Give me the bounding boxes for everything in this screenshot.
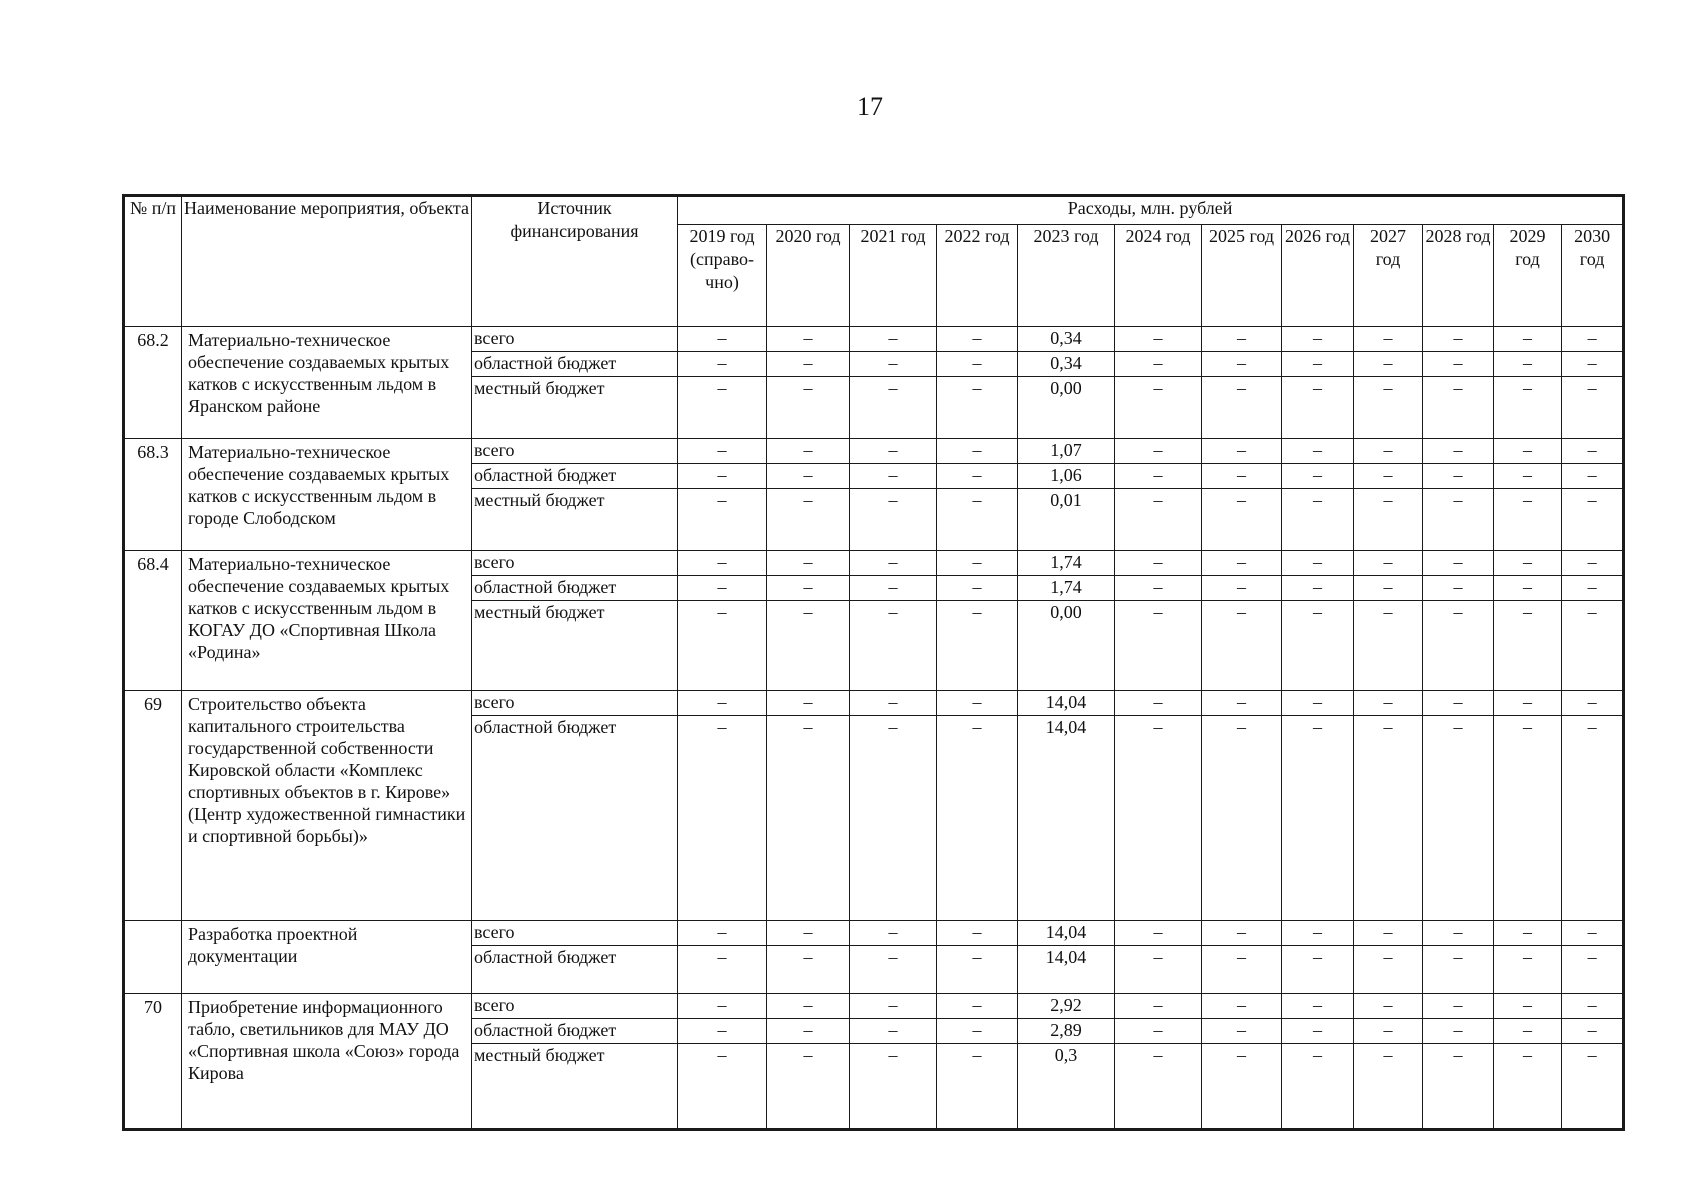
table-row [125, 691, 1623, 716]
value-cell: – [1202, 464, 1282, 489]
value-cell: – [1354, 946, 1423, 994]
value-cell: – [1494, 716, 1562, 921]
value-cell: 0,00 [1018, 377, 1115, 439]
value-cell: – [1282, 576, 1354, 601]
value-cell: – [1202, 994, 1282, 1019]
table-row [125, 551, 1623, 576]
value-cell: – [1115, 994, 1202, 1019]
value-cell: – [937, 1019, 1018, 1044]
value-cell: – [678, 327, 767, 352]
header-year: 2023 год [1018, 225, 1115, 327]
table-header [125, 197, 1623, 327]
item-name: Материально-техническое обеспечение создаваемых крытых катков с искусственным льдом в КОГАУ ДО «Спортивная Школа «Родина» [182, 551, 472, 691]
table-row [125, 327, 1623, 352]
value-cell: – [937, 464, 1018, 489]
value-cell: – [1354, 327, 1423, 352]
value-cell: – [1423, 1019, 1494, 1044]
value-cell: – [1562, 352, 1623, 377]
header-year: 2024 год [1115, 225, 1202, 327]
funding-source: областной бюджет [472, 576, 678, 601]
header-num: № п/п [125, 197, 182, 327]
value-cell: – [1423, 352, 1494, 377]
value-cell: – [1562, 921, 1623, 946]
value-cell: – [850, 946, 937, 994]
value-cell: – [678, 1019, 767, 1044]
value-cell: – [850, 464, 937, 489]
page-number: 17 [857, 92, 883, 121]
value-cell: – [1282, 994, 1354, 1019]
value-cell: – [1202, 716, 1282, 921]
value-cell: – [1202, 576, 1282, 601]
item-name: Материально-техническое обеспечение создаваемых крытых катков с искусственным льдом в Яранском районе [182, 327, 472, 439]
value-cell: – [1115, 1044, 1202, 1129]
header-year: 2029 год [1494, 225, 1562, 327]
item-number: 68.4 [125, 551, 182, 691]
value-cell: – [1423, 464, 1494, 489]
header-year: 2020 год [767, 225, 850, 327]
value-cell: – [1423, 921, 1494, 946]
value-cell: – [937, 551, 1018, 576]
value-cell: 14,04 [1018, 691, 1115, 716]
funding-source: всего [472, 439, 678, 464]
value-cell: – [937, 377, 1018, 439]
value-cell: – [767, 946, 850, 994]
value-cell: 14,04 [1018, 921, 1115, 946]
value-cell: – [767, 576, 850, 601]
item-number [125, 921, 182, 994]
value-cell: 1,07 [1018, 439, 1115, 464]
item-number: 70 [125, 994, 182, 1129]
value-cell: – [1354, 377, 1423, 439]
value-cell: – [767, 601, 850, 691]
value-cell: 0,00 [1018, 601, 1115, 691]
value-cell: – [678, 691, 767, 716]
value-cell: – [767, 921, 850, 946]
value-cell: – [1202, 327, 1282, 352]
value-cell: 0,3 [1018, 1044, 1115, 1129]
value-cell: – [850, 576, 937, 601]
value-cell: – [1282, 601, 1354, 691]
value-cell: – [1494, 439, 1562, 464]
value-cell: – [1202, 946, 1282, 994]
value-cell: – [937, 1044, 1018, 1129]
value-cell: – [1423, 551, 1494, 576]
value-cell: – [1115, 691, 1202, 716]
value-cell: 1,06 [1018, 464, 1115, 489]
value-cell: – [1562, 464, 1623, 489]
header-year: 2022 год [937, 225, 1018, 327]
header-source: Источник финансирования [472, 197, 678, 327]
item-number: 69 [125, 691, 182, 921]
value-cell: – [1354, 921, 1423, 946]
value-cell: – [1354, 1044, 1423, 1129]
value-cell: – [1354, 551, 1423, 576]
value-cell: – [1423, 576, 1494, 601]
value-cell: – [1354, 1019, 1423, 1044]
value-cell: – [1202, 691, 1282, 716]
item-name: Приобретение информационного табло, светильников для МАУ ДО «Спортивная школа «Союз» города Кирова [182, 994, 472, 1129]
item-number: 68.2 [125, 327, 182, 439]
value-cell: – [1494, 352, 1562, 377]
value-cell: 0,01 [1018, 489, 1115, 551]
value-cell: – [1494, 921, 1562, 946]
value-cell: – [1115, 946, 1202, 994]
value-cell: – [1494, 1044, 1562, 1129]
item-name: Разработка проектной документации [182, 921, 472, 994]
value-cell: – [1354, 576, 1423, 601]
value-cell: – [1115, 1019, 1202, 1044]
header-name: Наименование мероприятия, объекта [182, 197, 472, 327]
value-cell: – [1494, 377, 1562, 439]
header-year: 2019 год (справо-чно) [678, 225, 767, 327]
value-cell: – [1494, 994, 1562, 1019]
value-cell: – [1494, 1019, 1562, 1044]
value-cell: 1,74 [1018, 551, 1115, 576]
funding-source: всего [472, 921, 678, 946]
value-cell: – [1282, 327, 1354, 352]
value-cell: – [678, 946, 767, 994]
value-cell: – [937, 994, 1018, 1019]
value-cell: – [1423, 377, 1494, 439]
header-year: 2030 год [1562, 225, 1623, 327]
value-cell: – [1115, 716, 1202, 921]
funding-source: областной бюджет [472, 716, 678, 921]
value-cell: – [767, 551, 850, 576]
value-cell: – [937, 946, 1018, 994]
value-cell: – [937, 576, 1018, 601]
value-cell: – [1562, 327, 1623, 352]
value-cell: – [1282, 691, 1354, 716]
header-year: 2026 год [1282, 225, 1354, 327]
value-cell: – [678, 464, 767, 489]
value-cell: – [1494, 489, 1562, 551]
value-cell: – [1562, 377, 1623, 439]
value-cell: – [1423, 489, 1494, 551]
value-cell: – [850, 327, 937, 352]
value-cell: – [678, 921, 767, 946]
value-cell: – [1423, 691, 1494, 716]
value-cell: – [767, 464, 850, 489]
value-cell: – [1423, 1044, 1494, 1129]
value-cell: – [678, 994, 767, 1019]
value-cell: – [678, 489, 767, 551]
value-cell: – [1562, 489, 1623, 551]
value-cell: – [1282, 464, 1354, 489]
funding-source: областной бюджет [472, 946, 678, 994]
value-cell: – [678, 601, 767, 691]
value-cell: – [678, 377, 767, 439]
item-name: Материально-техническое обеспечение создаваемых крытых катков с искусственным льдом в городе Слободском [182, 439, 472, 551]
value-cell: – [678, 576, 767, 601]
value-cell: – [1562, 1019, 1623, 1044]
value-cell: – [1202, 489, 1282, 551]
value-cell: – [850, 601, 937, 691]
value-cell: – [850, 551, 937, 576]
value-cell: – [1354, 352, 1423, 377]
table-row [125, 994, 1623, 1019]
funding-source: областной бюджет [472, 464, 678, 489]
value-cell: – [767, 1019, 850, 1044]
value-cell: – [1202, 1019, 1282, 1044]
funding-source: местный бюджет [472, 601, 678, 691]
value-cell: – [1115, 551, 1202, 576]
value-cell: – [1494, 576, 1562, 601]
value-cell: – [767, 377, 850, 439]
value-cell: – [850, 1019, 937, 1044]
value-cell: – [1282, 489, 1354, 551]
value-cell: – [1423, 716, 1494, 921]
value-cell: – [1202, 377, 1282, 439]
value-cell: 2,92 [1018, 994, 1115, 1019]
value-cell: – [1354, 994, 1423, 1019]
value-cell: – [850, 439, 937, 464]
value-cell: – [1562, 576, 1623, 601]
value-cell: – [1202, 352, 1282, 377]
value-cell: – [1354, 489, 1423, 551]
value-cell: – [767, 691, 850, 716]
value-cell: – [1354, 601, 1423, 691]
value-cell: – [1115, 464, 1202, 489]
funding-source: всего [472, 994, 678, 1019]
value-cell: – [767, 489, 850, 551]
funding-source: местный бюджет [472, 1044, 678, 1129]
value-cell: – [850, 691, 937, 716]
header-year: 2027 год [1354, 225, 1423, 327]
value-cell: – [1115, 327, 1202, 352]
value-cell: – [1423, 601, 1494, 691]
value-cell: – [1354, 464, 1423, 489]
value-cell: – [678, 716, 767, 921]
value-cell: – [1282, 377, 1354, 439]
value-cell: 0,34 [1018, 352, 1115, 377]
value-cell: 1,74 [1018, 576, 1115, 601]
header-year: 2021 год [850, 225, 937, 327]
value-cell: – [937, 489, 1018, 551]
value-cell: – [1282, 946, 1354, 994]
value-cell: – [1494, 327, 1562, 352]
value-cell: 2,89 [1018, 1019, 1115, 1044]
value-cell: – [1423, 327, 1494, 352]
value-cell: – [1562, 994, 1623, 1019]
value-cell: – [1562, 716, 1623, 921]
funding-source: всего [472, 551, 678, 576]
value-cell: – [1423, 946, 1494, 994]
value-cell: – [1282, 551, 1354, 576]
value-cell: – [1562, 439, 1623, 464]
value-cell: – [850, 377, 937, 439]
item-number: 68.3 [125, 439, 182, 551]
value-cell: – [1562, 601, 1623, 691]
value-cell: – [767, 327, 850, 352]
value-cell: – [678, 551, 767, 576]
table-body [125, 327, 1623, 1129]
value-cell: – [1562, 946, 1623, 994]
value-cell: – [1282, 921, 1354, 946]
header-expenses: Расходы, млн. рублей [678, 197, 1623, 225]
value-cell: – [1115, 352, 1202, 377]
value-cell: – [850, 1044, 937, 1129]
value-cell: – [937, 921, 1018, 946]
value-cell: – [850, 352, 937, 377]
value-cell: – [1354, 691, 1423, 716]
value-cell: – [937, 327, 1018, 352]
value-cell: – [850, 489, 937, 551]
value-cell: 0,34 [1018, 327, 1115, 352]
value-cell: – [767, 716, 850, 921]
value-cell: – [678, 439, 767, 464]
value-cell: – [937, 691, 1018, 716]
value-cell: – [937, 601, 1018, 691]
value-cell: – [767, 352, 850, 377]
value-cell: – [1562, 551, 1623, 576]
value-cell: – [1115, 489, 1202, 551]
value-cell: – [767, 439, 850, 464]
value-cell: – [1562, 691, 1623, 716]
value-cell: – [1423, 439, 1494, 464]
value-cell: – [1115, 377, 1202, 439]
table-row [125, 439, 1623, 464]
value-cell: – [1115, 439, 1202, 464]
value-cell: – [1494, 946, 1562, 994]
value-cell: – [1115, 576, 1202, 601]
value-cell: – [1282, 1044, 1354, 1129]
funding-source: областной бюджет [472, 1019, 678, 1044]
item-name: Строительство объекта капитального строительства государственной собственности Кировской области «Комплекс спортивных объектов в г. Кирове» (Центр художественной гимнастики и спортивной борьбы)» [182, 691, 472, 921]
value-cell: – [1115, 601, 1202, 691]
funding-source: всего [472, 691, 678, 716]
value-cell: – [1115, 921, 1202, 946]
value-cell: – [1354, 716, 1423, 921]
value-cell: – [1354, 439, 1423, 464]
value-cell: – [678, 1044, 767, 1129]
value-cell: 14,04 [1018, 946, 1115, 994]
value-cell: – [767, 1044, 850, 1129]
value-cell: – [937, 716, 1018, 921]
value-cell: – [1202, 439, 1282, 464]
funding-source: местный бюджет [472, 377, 678, 439]
value-cell: – [1202, 551, 1282, 576]
expenses-table [124, 196, 1623, 1129]
value-cell: – [1423, 994, 1494, 1019]
value-cell: – [1494, 464, 1562, 489]
value-cell: – [1282, 1019, 1354, 1044]
value-cell: – [1494, 601, 1562, 691]
value-cell: – [850, 921, 937, 946]
value-cell: – [678, 352, 767, 377]
value-cell: – [937, 439, 1018, 464]
funding-source: всего [472, 327, 678, 352]
value-cell: 14,04 [1018, 716, 1115, 921]
value-cell: – [1494, 551, 1562, 576]
value-cell: – [1282, 716, 1354, 921]
value-cell: – [1562, 1044, 1623, 1129]
header-year: 2028 год [1423, 225, 1494, 327]
header-year: 2025 год [1202, 225, 1282, 327]
table-row [125, 921, 1623, 946]
value-cell: – [1494, 691, 1562, 716]
value-cell: – [850, 994, 937, 1019]
value-cell: – [1282, 439, 1354, 464]
value-cell: – [850, 716, 937, 921]
funding-source: местный бюджет [472, 489, 678, 551]
value-cell: – [1202, 601, 1282, 691]
value-cell: – [937, 352, 1018, 377]
value-cell: – [1202, 1044, 1282, 1129]
value-cell: – [1282, 352, 1354, 377]
value-cell: – [767, 994, 850, 1019]
funding-source: областной бюджет [472, 352, 678, 377]
value-cell: – [1202, 921, 1282, 946]
